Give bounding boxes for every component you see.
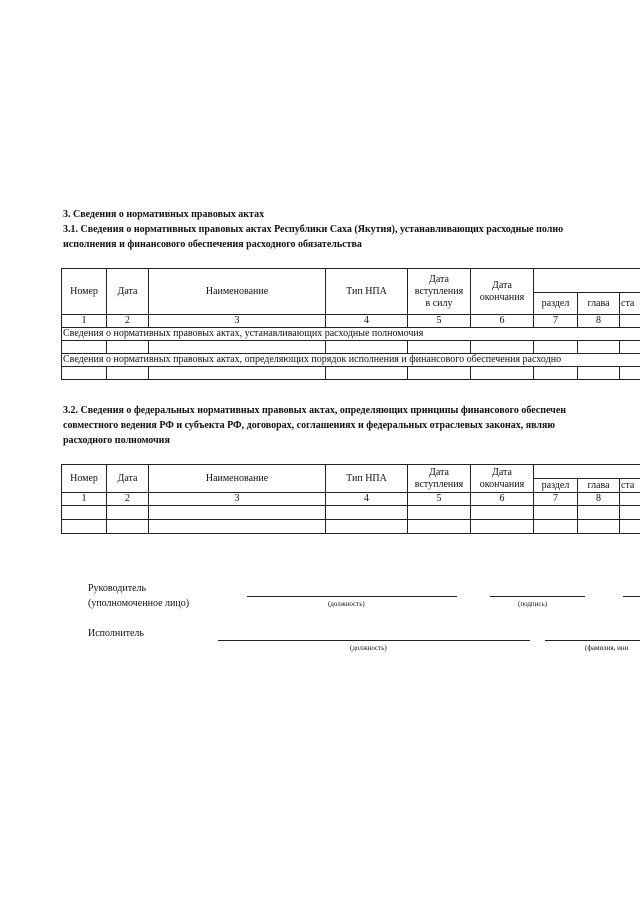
header-start-date-l3: в силу	[425, 297, 453, 309]
col-number-9	[620, 493, 640, 506]
header-statya: ста	[620, 479, 640, 493]
header-group	[534, 465, 640, 479]
subsection-3-2-line1: 3.2. Сведения о федеральных нормативных правовых актах, определяющих принципы финансового обеспечен	[63, 405, 567, 416]
table-row	[62, 367, 640, 380]
header-glava: глава	[578, 293, 620, 315]
col-number-7: 7	[534, 493, 578, 506]
head-label: Руководитель	[88, 583, 147, 594]
header-type: Тип НПА	[326, 269, 408, 315]
header-start-date-l1: Дата	[429, 273, 449, 285]
executor-name-line	[545, 640, 640, 641]
header-number: Номер	[62, 269, 107, 315]
header-start-date-l1: Дата	[429, 466, 449, 478]
executor-label: Исполнитель	[88, 628, 144, 639]
header-number: Номер	[62, 465, 107, 493]
col-number-8: 8	[578, 493, 620, 506]
header-name: Наименование	[149, 465, 326, 493]
head-name-line	[623, 596, 640, 597]
col-number-1: 1	[62, 315, 107, 328]
header-glava: глава	[578, 479, 620, 493]
group-row-establishing: Сведения о нормативных правовых актах, устанавливающих расходные полномочия	[62, 328, 640, 341]
header-end-date-l2: окончания	[479, 291, 525, 303]
header-razdel: раздел	[534, 479, 578, 493]
subsection-3-2-line2: совместного ведения РФ и субъекта РФ, договорах, соглашениях и федеральных отраслевых законах, являю	[63, 420, 556, 431]
header-name: Наименование	[149, 269, 326, 315]
header-statya: ста	[620, 293, 640, 315]
col-number-4: 4	[326, 493, 408, 506]
header-start-date	[408, 269, 471, 315]
head-signature-caption: (подпись)	[518, 600, 548, 608]
col-number-3: 3	[149, 493, 326, 506]
header-start-date	[408, 465, 471, 493]
section-title: 3. Сведения о нормативных правовых актах	[63, 209, 265, 220]
col-number-6: 6	[471, 493, 534, 506]
executor-position-line	[218, 640, 530, 641]
table-row	[62, 341, 640, 354]
head-signature-line	[490, 596, 585, 597]
executor-position-caption: (должность)	[350, 644, 387, 652]
header-end-date-l1: Дата	[492, 466, 512, 478]
col-number-5: 5	[408, 315, 471, 328]
header-razdel: раздел	[534, 293, 578, 315]
col-number-6: 6	[471, 315, 534, 328]
header-date: Дата	[107, 269, 149, 315]
header-start-date-l2: вступления	[414, 478, 464, 490]
col-number-5: 5	[408, 493, 471, 506]
subsection-3-1-line1: 3.1. Сведения о нормативных правовых актах Республики Саха (Якутия), устанавливающих расходные полно	[63, 224, 564, 235]
header-date: Дата	[107, 465, 149, 493]
subsection-3-2-line3: расходного полномочия	[63, 435, 170, 446]
header-end-date	[471, 465, 534, 493]
head-label-sub: (уполномоченное лицо)	[88, 598, 190, 609]
head-position-line	[247, 596, 457, 597]
table-row	[62, 506, 640, 520]
col-number-7: 7	[534, 315, 578, 328]
table-row	[62, 520, 640, 534]
table-federal-acts	[61, 464, 640, 534]
col-number-3: 3	[149, 315, 326, 328]
col-number-8: 8	[578, 315, 620, 328]
group-row-procedure: Сведения о нормативных правовых актах, определяющих порядок исполнения и финансового обеспечения расходно	[62, 354, 640, 367]
col-number-2: 2	[107, 315, 149, 328]
table-regional-acts	[61, 268, 640, 380]
header-start-date-l2: вступления	[414, 285, 464, 297]
col-number-1: 1	[62, 493, 107, 506]
executor-name-caption: (фамилия, ини	[585, 644, 629, 652]
header-group	[534, 269, 640, 293]
header-end-date-l1: Дата	[492, 279, 512, 291]
head-position-caption: (должность)	[328, 600, 365, 608]
col-number-2: 2	[107, 493, 149, 506]
subsection-3-1-line2: исполнения и финансового обеспечения расходного обязательства	[63, 239, 362, 250]
header-end-date-l2: окончания	[479, 478, 525, 490]
col-number-4: 4	[326, 315, 408, 328]
col-number-9	[620, 315, 640, 328]
header-end-date	[471, 269, 534, 315]
header-type: Тип НПА	[326, 465, 408, 493]
